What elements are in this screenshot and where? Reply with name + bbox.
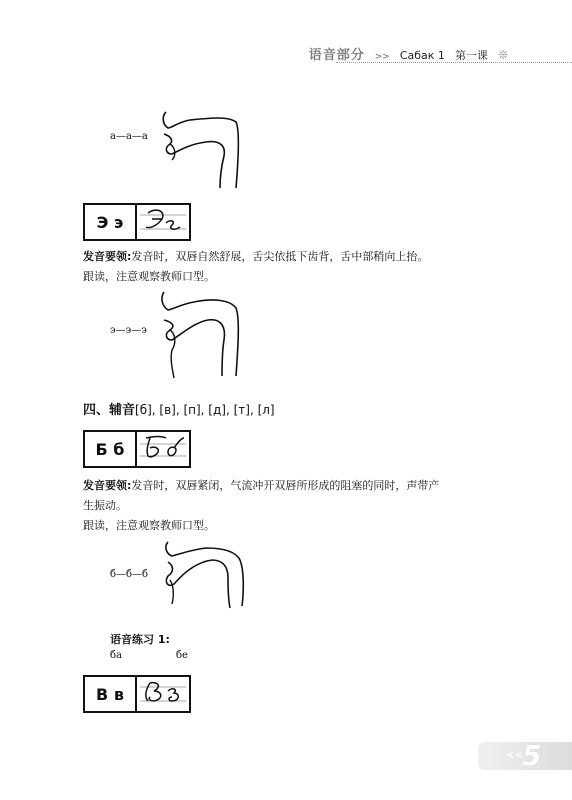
exercise-syllable: бе [176,650,188,661]
letter-v-script [137,677,189,711]
note-b [83,476,523,536]
header-arrow: >> [374,52,390,62]
page-arrows: << [506,750,523,761]
sound-a-label: а—а—а [110,131,148,142]
exercise-title: 语音练习 1: [110,633,170,646]
header-star-icon: ❊ [497,48,508,62]
header-lesson: Сабак 1 [399,49,445,62]
note-b-label: 发音要领: [83,479,132,492]
letter-b-script [137,432,189,466]
note-e [83,247,523,287]
header-section: 语音部分 [308,48,365,63]
note-b-text: 发音时，双唇紧闭，气流冲开双唇所形成的阻塞的同时，声带产 [131,479,440,492]
letter-box-b [83,430,191,468]
letter-v-print: В в [85,677,137,711]
script-v-glyph [138,679,188,709]
note-e-text: 发音时，双唇自然舒展，舌尖依抵下齿背，舌中部稍向上抬。 [131,250,429,263]
note-e-follow: 跟读，注意观察教师口型。 [83,270,215,283]
mouth-diagram-e [150,288,250,382]
note-e-label: 发音要领: [83,250,132,263]
note-b-text2: 生振动。 [83,499,127,512]
script-e-glyph [138,207,188,237]
sound-b-label: б—б—б [110,569,149,580]
note-b-follow: 跟读，注意观察教师口型。 [83,519,215,532]
exercise-syllable: ба [110,650,122,661]
header-divider [336,62,572,63]
letter-box-v [83,675,191,713]
mouth-diagram-a [150,104,250,194]
header-lesson-cn: 第一课 [454,49,488,62]
letter-box-e [83,203,191,241]
section-title: 四、辅音 [83,403,136,418]
letter-b-print: Б б [85,432,137,466]
page-number: 5 [522,739,542,772]
section-heading [83,399,275,418]
script-b-glyph [138,434,188,464]
letter-e-script [137,205,189,239]
section-phonemes: [б], [в], [п], [д], [т], [л] [135,403,275,417]
sound-e-label: э—э—э [110,325,147,336]
page-number-tab [478,739,572,772]
letter-e-print: Э э [85,205,137,239]
mouth-diagram-b [150,540,250,610]
running-header [309,44,508,63]
